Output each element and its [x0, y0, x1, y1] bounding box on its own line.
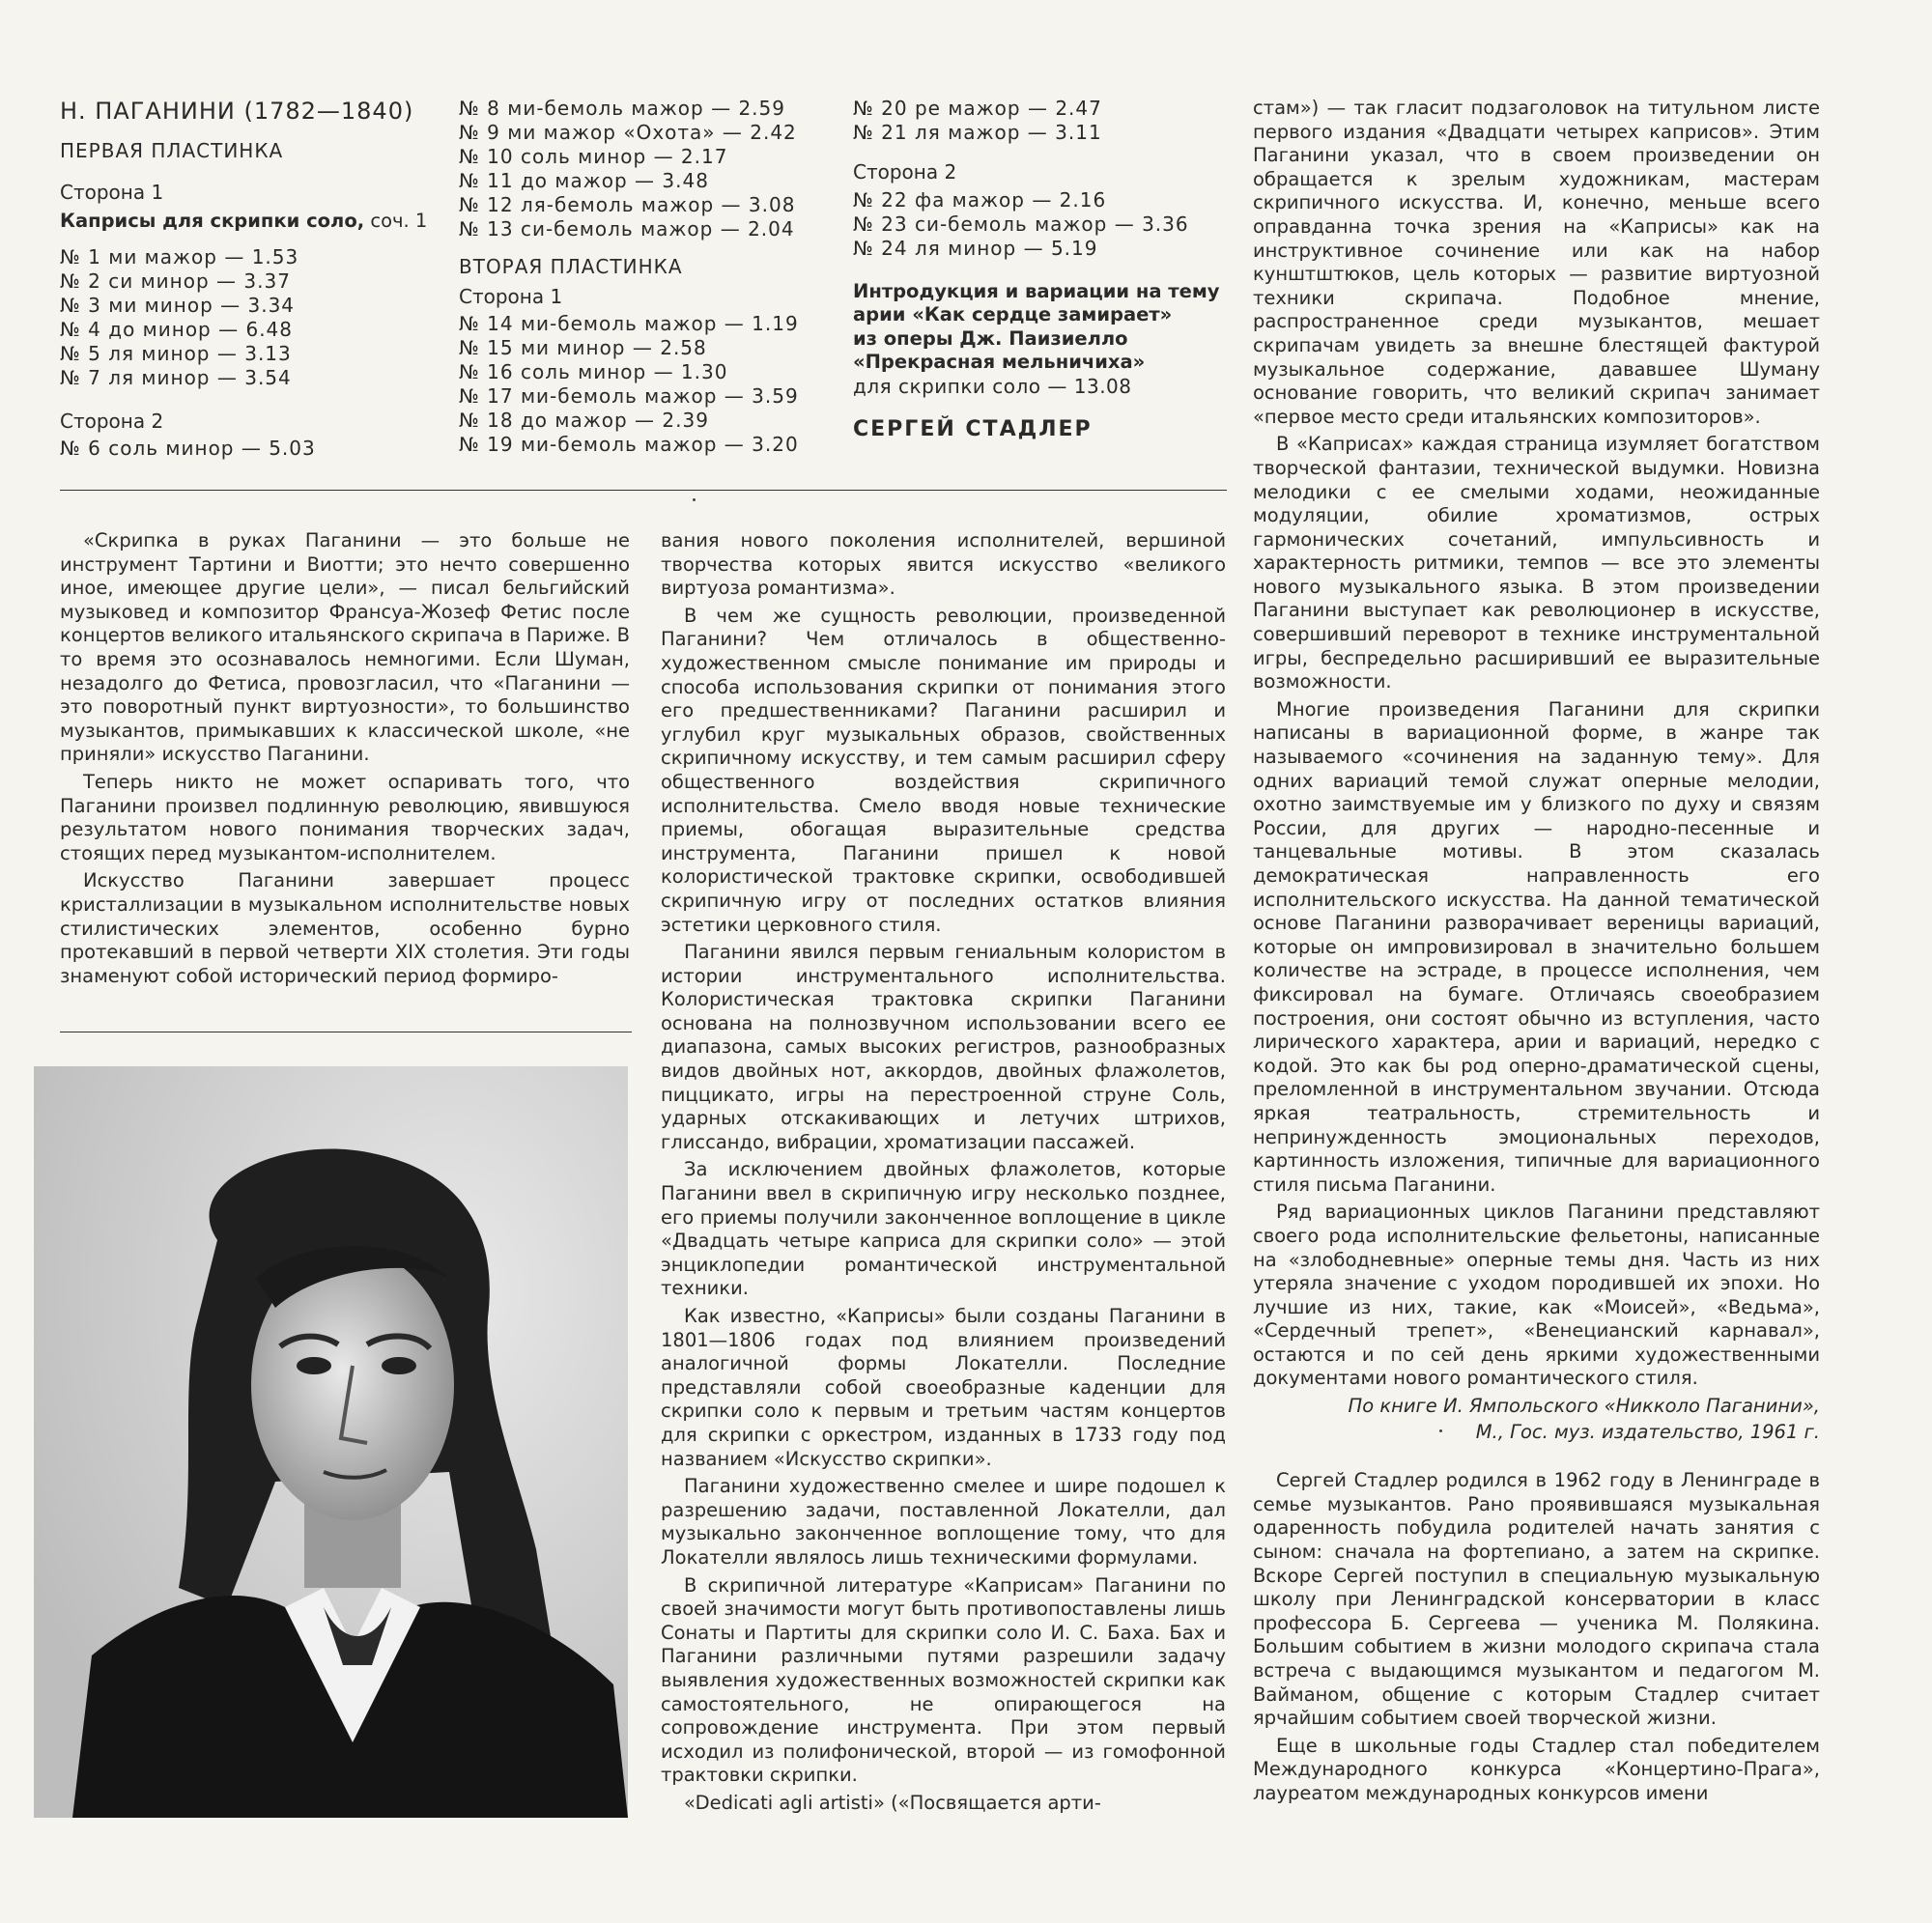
intro-variations-title: [853, 280, 1239, 375]
bio-paragraph: Сергей Стадлер родился в 1962 году в Ленинграде в семье музыкантов. Рано проявившаяся музыкальная одаренность побудила родителей начать занятия с сыном: сначала на фортепиано, а затем на скрипке. Вскоре Сергей поступил в специальную музыкальную школу при Ленинградской консерватории в класс профессора Б. Сергеева — ученика М. Полякина. Большим событием в жизни молодого скрипача стала встреча с выдающимся музыкантом и педагогом М. Вайманом, общение с которым Стадлер считает ярчайшим событием своей творческой жизни.: [1253, 1469, 1820, 1730]
track-item: № 4 до минор — 6.48: [60, 317, 294, 341]
portrait-image: [34, 1066, 628, 1818]
track-item: № 18 до мажор — 2.39: [459, 409, 709, 433]
track-item: № 23 си-бемоль мажор — 3.36: [853, 212, 1189, 236]
source-citation-line-1: По книге И. Ямпольского «Никколо Паганини»,: [1348, 1395, 1820, 1418]
track-item: № 16 соль минор — 1.30: [459, 360, 728, 384]
paragraph: «Скрипка в руках Паганини — это больше не инструмент Тартини и Виотти; это нечто совершенно иное, имеющее другие цели», — писал бельгийский музыковед и композитор Франсуа-Жозеф Фетис после концертов великого итальянского скрипача в Париже. В то время это осознавалось немногими. Если Шуман, незадолго до Фетиса, провозгласил, что «Паганини — это поворотный пункт виртуозности», то большинство музыкантов, примыкавших к классической школе, «не приняли» искусство Паганини.: [60, 529, 630, 766]
track-item: № 17 ми-бемоль мажор — 3.59: [459, 384, 799, 409]
paragraph: За исключением двойных флажолетов, которые Паганини ввел в скрипичную игру несколько позднее, его приемы получили законченное воплощение в цикле «Двадцать четыре каприса для скрипки соло» — этой энциклопедии романтической инструментальной техники.: [661, 1158, 1226, 1300]
track-item: № 11 до мажор — 3.48: [459, 169, 709, 192]
paragraph: Паганини художественно смелее и шире подошел к разрешению задачи, поставленной Локателли, дал музыкально законченное воплощение тому, что для Локателли являлось лишь техническими формулами.: [661, 1475, 1226, 1569]
intro-line: арии «Как сердце замирает»: [853, 303, 1173, 326]
paragraph: Многие произведения Паганини для скрипки написаны в вариационной форме, в жанре так называемого «сочинения на заданную тему». Для одних вариаций темой служат оперные мелодии, охотно заимствуемые им у близкого по духу и связям России, для других — народно-песенные и танцевальные мотивы. В этом сказалась демократическая направленность его исполнительского искусства. На данной тематической основе Паганини разворачивает вереницы вариаций, которые он импровизировал в значительно большем количестве на эстраде, в процессе исполнения, чем фиксировал на бумаге. Отличаясь своеобразием построения, они состоят обычно из вступления, часто лирического характера, арии и вариаций, нередко с кодой. Это как бы род оперно-драматической сцены, преломленной в инструментальном звучании. Отсюда яркая театральность, стремительность и непринужденность эмоциональных переходов, картинность изложения, типичные для вариационного стиля письма Паганини.: [1253, 697, 1820, 1196]
header-col-1: [60, 97, 446, 461]
track-item: № 24 ля минор — 5.19: [853, 236, 1098, 260]
article-col-2: [661, 529, 1226, 1819]
paragraph: В чем же сущность революции, произведенной Паганини? Чем отличалось в общественно-художественном смысле понимание им природы и способа использования скрипки от понимания этого его предшественниками? Паганини расширил и углубил круг музыкальных образов, свойственных скрипичному искусству, и тем самым расширил сферу общественного воздействия скрипичного исполнительства. Смело вводя новые технические приемы, обогащая выразительные средства инструмента, Паганини пришел к новой колористической трактовке скрипки, освободившей скрипичную игру от последних остатков влияния эстетики церковного стиля.: [661, 604, 1226, 936]
track-item: № 5 ля минор — 3.13: [60, 341, 292, 365]
paragraph: Как известно, «Каприсы» были созданы Паганини в 1801—1806 годах под влиянием произведений аналогичной формы Локателли. Последние представляли собой своеобразные каденции для скрипки соло к первым и третьим частям концертов для скрипки с оркестром, изданных в 1733 году под названием «Искусство скрипки».: [661, 1305, 1226, 1470]
intro-line: Интродукция и вариации на тему: [853, 279, 1220, 302]
track-item: № 14 ми-бемоль мажор — 1.19: [459, 312, 799, 336]
track-item: № 7 ля минор — 3.54: [60, 365, 292, 389]
bio-paragraph: Еще в школьные годы Стадлер стал победителем Международного конкурса «Концертино-Прага», лауреатом международных конкурсов имени: [1253, 1734, 1820, 1804]
record-1-side-2-label: Сторона 2: [60, 409, 164, 433]
record-1-side-1-tracks: [60, 245, 446, 390]
source-citation-line-2: М., Гос. муз. издательство, 1961 г.: [1475, 1420, 1820, 1443]
track-item: № 21 ля мажор — 3.11: [853, 121, 1102, 144]
track-item: № 1 ми мажор — 1.53: [60, 244, 299, 269]
track-item: № 8 ми-бемоль мажор — 2.59: [459, 97, 785, 120]
track-item: № 19 ми-бемоль мажор — 3.20: [459, 433, 799, 457]
track-item: № 13 си-бемоль мажор — 2.04: [459, 217, 795, 240]
record-2-side-2-label: Сторона 2: [853, 160, 957, 184]
work-title-name: Каприсы для скрипки соло,: [60, 210, 365, 233]
article-col-1: [60, 529, 630, 992]
paragraph: стам») — так гласит подзаголовок на титульном листе первого издания «Двадцати четырех каприсов». Этим Паганини указал, что в своем произведении он обращается к зрелым художникам, мастерам скрипичного искусства. И, конечно, меньше всего оправданна точка зрения на «Каприсы» как на инструктивное сочинение или как на набор кунштштюков, цель которых — развитие виртуозной техники скрипача. Подобное мнение, распространенное среди музыкантов, мешает скрипачам увидеть за внешне блестящей фактурой музыкальное содержание, дававшее Шуману основание говорить, что великий скрипач занимает «первое место среди итальянских композиторов».: [1253, 97, 1820, 428]
intro-line: «Прекрасная мельничиха»: [853, 351, 1146, 374]
track-item: № 2 си минор — 3.37: [60, 269, 291, 293]
track-item: № 10 соль минор — 2.17: [459, 145, 728, 168]
paragraph: Теперь никто не может оспаривать того, что Паганини произвел подлинную революцию, явившуюся результатом нового понимания творческих задач, стоящих перед музыкантом-исполнителем.: [60, 770, 630, 864]
header-col-3: [853, 97, 1239, 442]
paragraph: В «Каприсах» каждая страница изумляет богатством творческой фантазии, технической выдумки. Новизна мелодики с ее смелыми ходами, неожиданные модуляции, обилие хроматизмов, острых гармонических сочетаний, импульсивность и характерность ритмики, темпов — все это элементы нового музыкального языка. В этом произведении Паганини выступает как революционер в искусстве, совершивший переворот в технике инструментальной игры, беспредельно расширивший ее выразительные возможности.: [1253, 433, 1820, 693]
composer-heading: Н. ПАГАНИНИ (1782—1840): [60, 98, 414, 125]
paragraph: В скрипичной литературе «Каприсам» Паганини по своей значимости могут быть противопоставлены лишь Сонаты и Партиты для скрипки соло И. С. Баха. Бах и Паганини различными путями разрешили задачу выявления художественных возможностей скрипки как самостоятельного, не опирающегося на сопровождение инструмента. При этом первый исходил из полифонической, второй — из гомофонной трактовки скрипки.: [661, 1573, 1226, 1787]
paragraph: «Dedicati agli artisti» («Посвящается арти-: [684, 1791, 1101, 1814]
track-item: № 12 ля-бемоль мажор — 3.08: [459, 193, 796, 216]
record-1-side-1-label: Сторона 1: [60, 180, 164, 204]
track-item: № 22 фа мажор — 2.16: [853, 187, 1107, 212]
print-speck: [693, 498, 696, 501]
record-1-heading: ПЕРВАЯ ПЛАСТИНКА: [60, 139, 284, 162]
track-item: № 3 ми минор — 3.34: [60, 293, 296, 317]
intro-duration: для скрипки соло — 13.08: [853, 374, 1132, 398]
header-divider: [60, 490, 1227, 491]
paragraph: Ряд вариационных циклов Паганини представляют своего рода исполнительские фельетоны, написанные на «злободневные» оперные темы дня. Часть из них утеряла значение с уходом породившей их эпохи. Но лучшие из них, такие, как «Моисей», «Ведьма», «Сердечный трепет», «Венецианский карнавал», остаются и по сей день яркими художественными документами нового романтического стиля.: [1253, 1201, 1820, 1390]
track-item: № 20 ре мажор — 2.47: [853, 97, 1102, 120]
track-item: № 9 ми мажор «Охота» — 2.42: [459, 121, 797, 144]
header-col-2: [459, 97, 855, 457]
article-col-3: [1253, 97, 1820, 1810]
work-opus: соч. 1: [370, 210, 428, 233]
intro-line: из оперы Дж. Паизиелло: [853, 326, 1128, 350]
paragraph: вания нового поколения исполнителей, вершиной творчества которых явится искусство «великого виртуоза романтизма».: [661, 529, 1226, 600]
paragraph: Паганини явился первым гениальным колористом в истории инструментального исполнительства. Колористическая трактовка скрипки Паганини основана на полнозвучном использовании всего ее диапазона, самых высоких регистров, разнообразных видов двойных нот, аккордов, двойных флажолетов, пиццикато, игры на перестроенной струне Соль, ударных отскакивающих и летучих штрихов, глиссандо, вибрации, хроматизации пассажей.: [661, 941, 1226, 1153]
performer-name: СЕРГЕЙ СТАДЛЕР: [853, 416, 1093, 441]
work-title: [60, 210, 446, 234]
track-item: № 15 ми минор — 2.58: [459, 336, 707, 360]
record-2-heading: ВТОРАЯ ПЛАСТИНКА: [459, 255, 683, 278]
record-2-side-1-label: Сторона 1: [459, 284, 563, 308]
track-item: № 6 соль минор — 5.03: [60, 437, 316, 461]
paragraph: Искусство Паганини завершает процесс кристаллизации в музыкальном исполнительстве новых стилистических элементов, особенно бурно протекавший в первой четверти XIX столетия. Эти годы знаменуют собой исторический период формиро-: [60, 869, 630, 987]
paganini-portrait: [34, 1066, 628, 1818]
print-speck: [1439, 1429, 1442, 1432]
